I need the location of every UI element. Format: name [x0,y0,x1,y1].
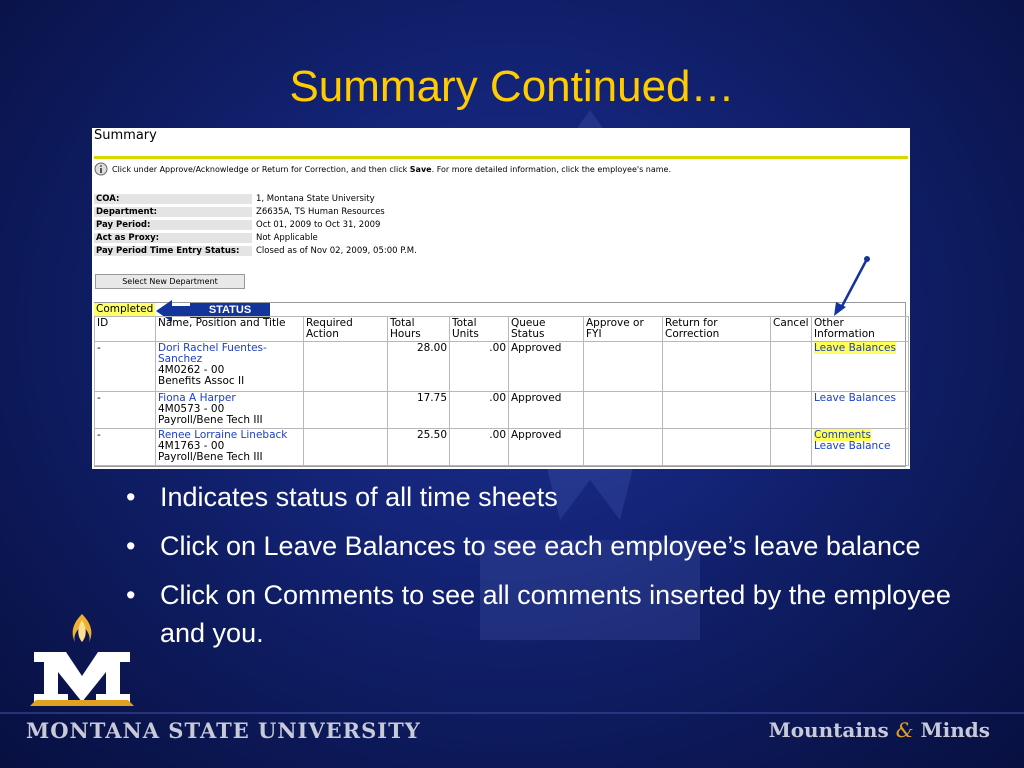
bullet-list [126,478,966,663]
pointer-arrow-icon [832,254,872,318]
other-info-cell [812,342,909,392]
table-row [95,392,909,429]
total-hours: 28.00 [388,342,450,392]
summary-heading: Summary [94,128,157,143]
table-row [95,429,909,466]
footer-divider [0,712,1024,714]
status-callout: STATUS [190,303,270,318]
leave-balances-link[interactable]: Leave Balances [814,392,896,404]
return-cell[interactable] [663,392,771,429]
table-row [95,342,909,392]
instruction-row [94,162,671,176]
total-units: .00 [450,342,509,392]
other-info-cell [812,429,909,466]
table-header-row [95,317,909,342]
employee-name-link[interactable]: Renee Lorraine Lineback [158,429,288,441]
row-id: - [95,342,156,392]
leave-balance-link[interactable]: Leave Balance [814,440,891,452]
row-id: - [95,392,156,429]
msu-logo [26,612,138,708]
employee-cell: Fiona A Harper 4M0573 - 00 Payroll/Bene Tech III [156,392,304,429]
return-cell[interactable] [663,342,771,392]
approve-cell[interactable] [584,392,663,429]
heading-divider [94,156,908,159]
queue-status: Approved [509,429,584,466]
column-header: Total Hours [388,317,450,342]
employee-name-link[interactable]: Dori Rachel Fuentes-Sanchez [158,342,267,365]
total-hours: 25.50 [388,429,450,466]
column-header: Other Information [812,317,909,342]
bullet-item: • Click on Comments to see all comments inserted by the employee and you. [126,580,951,648]
row-id: - [95,429,156,466]
instruction-text: Click under Approve/Acknowledge or Return for Correction, and then click Save. For more detailed information, click the employee's name. [112,164,672,174]
required-action-cell[interactable] [304,342,388,392]
total-hours: 17.75 [388,392,450,429]
slide-title: Summary Continued… [289,62,735,111]
summary-screenshot [92,128,910,469]
required-action-cell[interactable] [304,429,388,466]
cancel-cell[interactable] [771,392,812,429]
timesheet-table [94,316,909,466]
queue-status: Approved [509,342,584,392]
column-header: Required Action [304,317,388,342]
cancel-cell[interactable] [771,342,812,392]
footer-tagline: Mountains & Minds [768,718,990,742]
bullet-item: • Indicates status of all time sheets [126,482,558,512]
column-header: Queue Status [509,317,584,342]
queue-status: Approved [509,392,584,429]
total-units: .00 [450,392,509,429]
field-coa: COA: 1, Montana State University [96,194,375,204]
field-pay-period: Pay Period: Oct 01, 2009 to Oct 31, 2009 [96,220,381,230]
employee-cell: Dori Rachel Fuentes-Sanchez 4M0262 - 00 Benefits Assoc II [156,342,304,392]
field-time-entry-status: Pay Period Time Entry Status: Closed as of Nov 02, 2009, 05:00 P.M. [96,246,417,256]
select-new-department-button[interactable]: Select New Department [95,274,245,289]
comments-link[interactable]: Comments [814,429,871,441]
column-header: ID [95,317,156,342]
approve-cell[interactable] [584,429,663,466]
completed-status-label: Completed [96,303,154,315]
approve-cell[interactable] [584,342,663,392]
field-act-as-proxy: Act as Proxy: Not Applicable [96,233,318,243]
required-action-cell[interactable] [304,392,388,429]
total-units: .00 [450,429,509,466]
other-info-cell [812,392,909,429]
column-header: Approve or FYI [584,317,663,342]
employee-name-link[interactable]: Fiona A Harper [158,392,236,404]
employee-cell: Renee Lorraine Lineback 4M1763 - 00 Payroll/Bene Tech III [156,429,304,466]
return-cell[interactable] [663,429,771,466]
column-header: Total Units [450,317,509,342]
info-icon [94,162,108,176]
field-department: Department: Z6635A, TS Human Resources [96,207,385,217]
leave-balances-link[interactable]: Leave Balances [814,342,896,354]
column-header: Name, Position and Title [156,317,304,342]
column-header: Return for Correction [663,317,771,342]
column-header: Cancel [771,317,812,342]
cancel-cell[interactable] [771,429,812,466]
bullet-item: • Click on Leave Balances to see each employee’s leave balance [126,531,921,561]
footer-university-name: MONTANA STATE UNIVERSITY [26,718,421,743]
